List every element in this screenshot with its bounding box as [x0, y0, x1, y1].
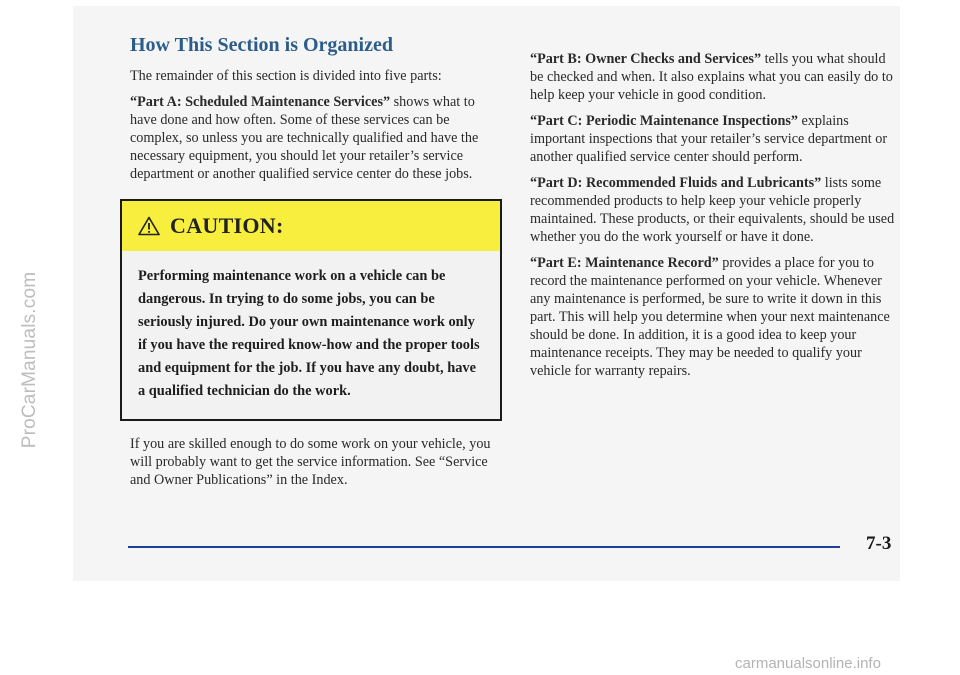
- part-d-paragraph: [530, 174, 902, 246]
- footer-watermark: carmanualsonline.info: [735, 655, 881, 672]
- part-d-lead: “Part D: Recommended Fluids and Lubricants”: [530, 175, 822, 191]
- part-a-lead: “Part A: Scheduled Maintenance Services”: [130, 94, 391, 110]
- skilled-paragraph: If you are skilled enough to do some work on your vehicle, you will probably want to get the service information. See “Service and Owner Publications” in the Index.: [130, 436, 491, 488]
- part-a-paragraph: [130, 93, 502, 183]
- caution-header: [122, 201, 500, 251]
- part-c-text: explains important inspections that your retailer’s service department or another qualified service center should perform.: [530, 113, 888, 165]
- caution-label: CAUTION:: [170, 213, 284, 238]
- left-column: [130, 34, 502, 497]
- caution-box: [120, 199, 502, 421]
- part-c-paragraph: [530, 112, 902, 166]
- part-e-paragraph: [530, 254, 902, 380]
- caution-text: Performing maintenance work on a vehicle can be dangerous. In trying to do some jobs, you can be seriously injured. Do your own maintenance work only if you have the required know-how and the proper tools and equipment for the job. If you have any doubt, have a qualified technician do the work.: [138, 268, 480, 399]
- section-title: How This Section is Organized: [130, 34, 393, 56]
- part-a-text: shows what to have done and how often. Some of these services can be complex, so unless you are technically qualified and have the necessary equipment, you should let your retailer’s service department or another qualified service center do these jobs.: [130, 94, 479, 182]
- side-watermark: ProCarManuals.com: [19, 271, 40, 449]
- part-e-text: provides a place for you to record the maintenance performed on your vehicle. Whenever any maintenance is performed, be sure to write it down in this part. This will help you determine when your next maintenance should be done. In addition, it is a good idea to keep your maintenance receipts. They may be needed to qualify your vehicle for warranty repairs.: [530, 255, 890, 379]
- footer-rule: [128, 546, 840, 548]
- part-d-text: lists some recommended products to help keep your vehicle properly maintained. These products, or their equivalents, should be used whether you do the work yourself or have it done.: [530, 175, 895, 245]
- part-b-text: tells you what should be checked and when. It also explains what you can easily do to help keep your vehicle in good condition.: [530, 51, 893, 103]
- right-column: [530, 50, 902, 388]
- warning-triangle-icon: [138, 216, 160, 236]
- part-b-paragraph: [530, 50, 902, 104]
- intro-paragraph: The remainder of this section is divided into five parts:: [130, 68, 442, 84]
- part-b-lead: “Part B: Owner Checks and Services”: [530, 51, 762, 67]
- part-c-lead: “Part C: Periodic Maintenance Inspections”: [530, 113, 798, 129]
- page-number: 7-3: [866, 533, 892, 554]
- part-e-lead: “Part E: Maintenance Record”: [530, 255, 719, 271]
